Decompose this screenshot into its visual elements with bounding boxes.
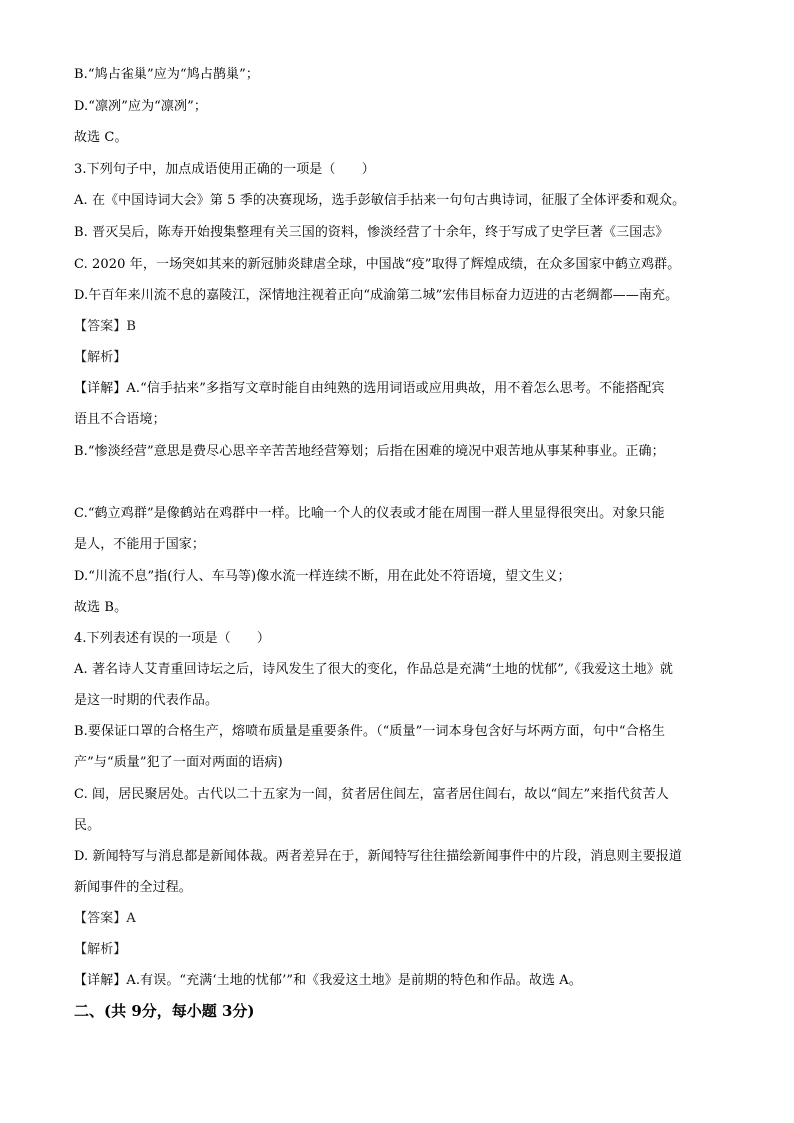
- question-3-option-c: C. 2020 年，一场突如其来的新冠肺炎肆虐全球，中国战“疫”取得了辉煌成绩，在众多国家中鹤立鸡群。: [74, 257, 681, 272]
- question-3-option-d: D.午百年来川流不息的嘉陵江，深情地注视着正向“成渝第二城”宏伟目标奋力迈进的古老绸都——南充。: [74, 288, 679, 303]
- section-heading: 二、(共 9分，每小题 3分): [74, 1002, 255, 1020]
- text-line: 产”与“质量”犯了一面对两面的语病): [74, 755, 283, 770]
- text-line: B.“惨淡经营”意思是费尽心思辛辛苦苦地经营筹划；后指在困难的境况中艰苦地从事某种事业。正确；: [74, 444, 665, 459]
- question-3-stem: 3.下列句子中，加点成语使用正确的一项是（ ）: [74, 162, 375, 177]
- text-line: B.“鸠占雀巢”应为“鸠占鹊巢”；: [74, 67, 259, 82]
- text-line: 【详解】A.“信手拈来”多指写文章时能自由纯熟的选用词语或应用典故，用不着怎么思考。不能搭配宾: [74, 381, 665, 396]
- question-4-stem: 4.下列表述有误的一项是（ ）: [74, 631, 271, 646]
- text-line: 是这一时期的代表作品。: [74, 693, 219, 708]
- text-line: 故选 B。: [74, 600, 128, 615]
- question-3-option-b: B. 晋灭吴后，陈寿开始搜集整理有关三国的资料，惨淡经营了十余年，终于写成了史学巨著《三国志》: [74, 225, 669, 240]
- answer-label: 【答案】B: [74, 319, 137, 334]
- analysis-label: 【解析】: [74, 350, 127, 365]
- analysis-label: 【解析】: [74, 942, 127, 957]
- text-line: 故选 C。: [74, 130, 128, 145]
- text-line: 新闻事件的全过程。: [74, 880, 192, 895]
- text-line: 语且不合语境；: [74, 412, 166, 427]
- text-line: 是人，不能用于国家；: [74, 537, 206, 552]
- text-line: 【详解】A.有误。“充满‘土地的忧郁’”和《我爱这土地》是前期的特色和作品。故选 A。: [74, 973, 582, 988]
- question-4-option-b: B.要保证口罩的合格生产，熔喷布质量是重要条件。（“质量”一词本身包含好与坏两方面，句中“合格生: [74, 724, 665, 739]
- answer-label: 【答案】A: [74, 911, 136, 926]
- text-line: C.“鹤立鸡群”是像鹤站在鸡群中一样。比喻一个人的仪表或才能在周围一群人里显得很突出。对象只能: [74, 506, 665, 521]
- question-4-option-d: D. 新闻特写与消息都是新闻体裁。两者差异在于，新闻特写往往描绘新闻事件中的片段，消息则主要报道: [74, 849, 683, 864]
- question-4-option-c: C. 闾，居民聚居处。古代以二十五家为一闾，贫者居住闾左，富者居住闾右，故以“闾左”来指代贫苦人: [74, 787, 669, 802]
- question-4-option-a: A. 著名诗人艾青重回诗坛之后，诗风发生了很大的变化，作品总是充满“土地的忧郁”,《我爱这土地》就: [74, 662, 673, 677]
- text-line: 民。: [74, 818, 101, 833]
- text-line: D.“川流不息”指(行人、车马等)像水流一样连续不断，用在此处不符语境，望文生义；: [74, 569, 571, 584]
- question-3-option-a: A. 在《中国诗词大会》第 5 季的决赛现场，选手彭敏信手拈来一句句古典诗词，征服了全体评委和观众。: [74, 193, 686, 208]
- text-line: D.“凛冽”应为“凛冽”；: [74, 99, 207, 114]
